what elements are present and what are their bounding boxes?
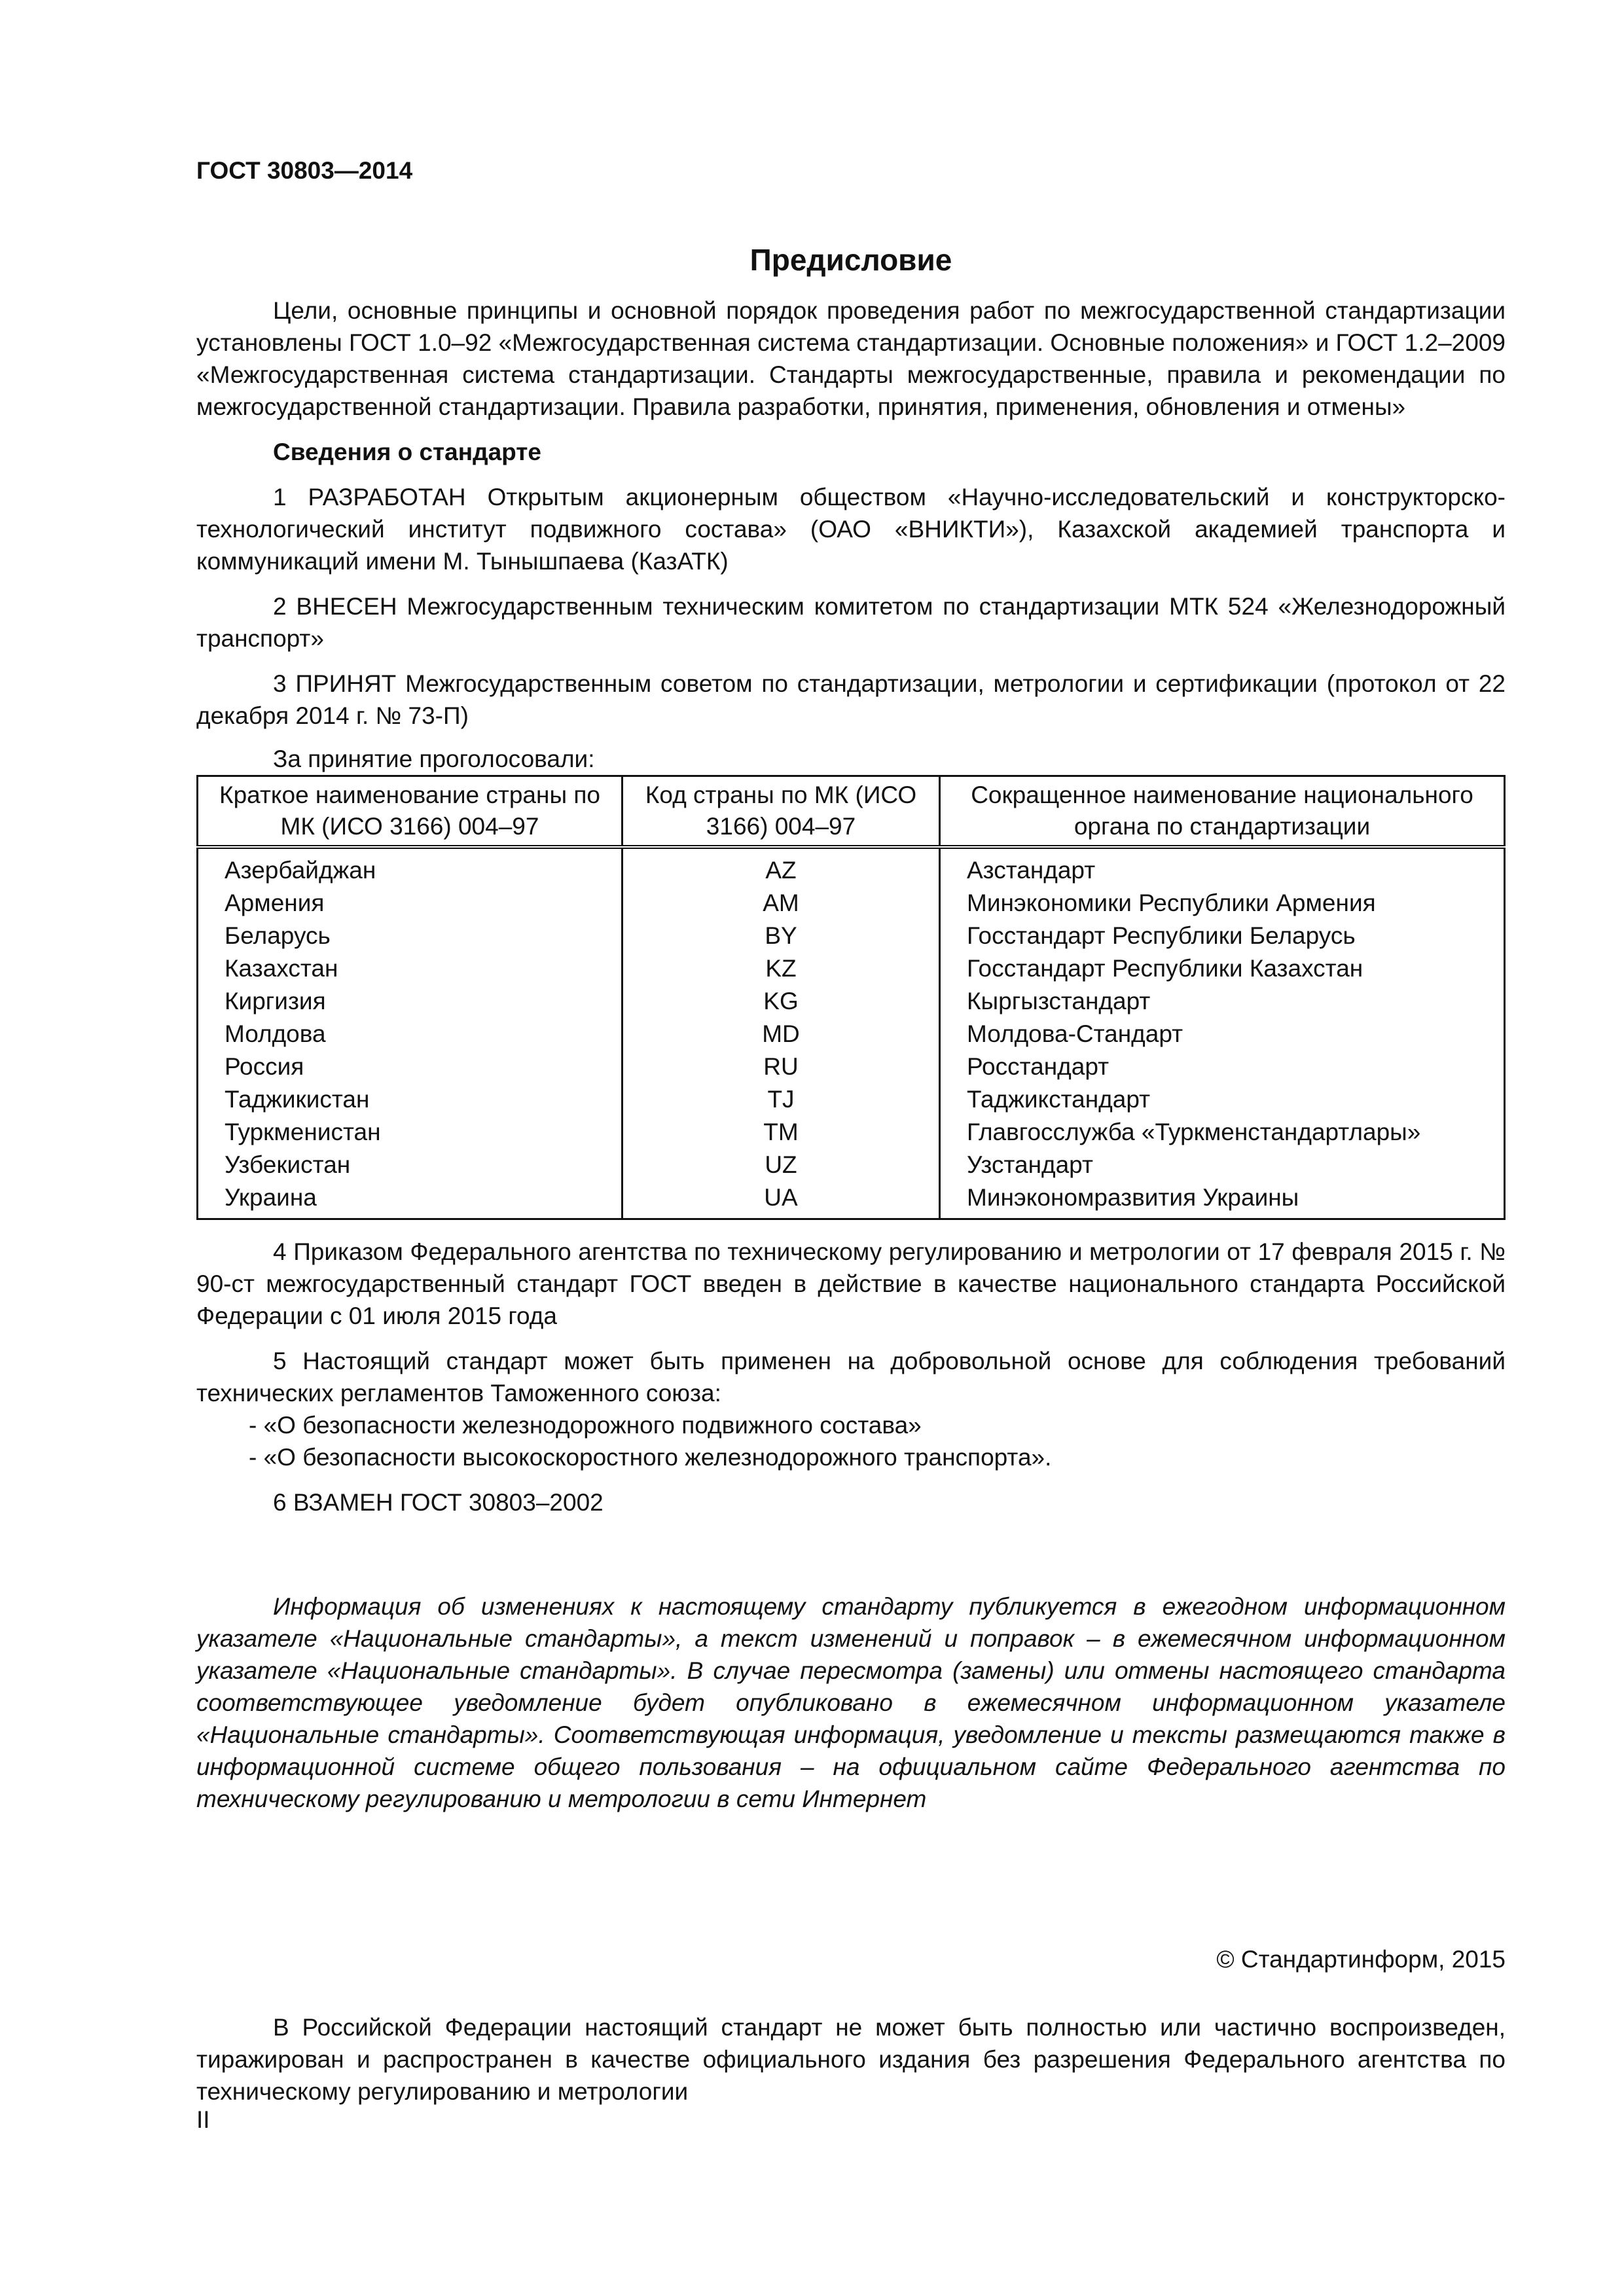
body-cell: Росстандарт xyxy=(940,1050,1505,1083)
country-cell: Россия xyxy=(198,1050,623,1083)
code-cell: UZ xyxy=(623,1149,940,1181)
body-cell: Кыргызстандарт xyxy=(940,985,1505,1018)
body-cell: Минэкономики Республики Армения xyxy=(940,887,1505,920)
table-header-row xyxy=(198,776,1505,848)
country-cell: Туркменистан xyxy=(198,1116,623,1149)
table-row xyxy=(198,952,1505,985)
table-row xyxy=(198,1149,1505,1181)
country-cell: Украина xyxy=(198,1181,623,1219)
body-cell: Узстандарт xyxy=(940,1149,1505,1181)
item-enacted: 4 Приказом Федерального агентства по техническому регулированию и метрологии от 17 февраля 2015 г. № 90-ст межгосударственный стандарт ГОСТ введен в действие в качестве национального стандарта Российской Федерации с 01 июля 2015 года xyxy=(196,1238,1506,1329)
item-submitted: 2 ВНЕСЕН Межгосударственным техническим комитетом по стандартизации МТК 524 «Железнодорожный транспорт» xyxy=(196,593,1506,652)
page-number: II xyxy=(196,2106,210,2133)
body-cell: Главгосслужба «Туркменстандартлары» xyxy=(940,1116,1505,1149)
copyright-notice: © Стандартинформ, 2015 xyxy=(1216,1946,1506,1973)
item-replaces: 6 ВЗАМЕН ГОСТ 30803–2002 xyxy=(273,1489,604,1516)
code-cell: KG xyxy=(623,985,940,1018)
body-cell: Госстандарт Республики Беларусь xyxy=(940,920,1505,952)
country-cell: Молдова xyxy=(198,1018,623,1050)
country-cell: Армения xyxy=(198,887,623,920)
table-row xyxy=(198,1181,1505,1219)
country-cell: Беларусь xyxy=(198,920,623,952)
table-row xyxy=(198,1116,1505,1149)
body-cell: Молдова-Стандарт xyxy=(940,1018,1505,1050)
table-row xyxy=(198,1050,1505,1083)
body-cell: Госстандарт Республики Казахстан xyxy=(940,952,1505,985)
table-row xyxy=(198,847,1505,887)
item-adopted: 3 ПРИНЯТ Межгосударственным советом по стандартизации, метрологии и сертификации (протокол от 22 декабря 2014 г. № 73-П) xyxy=(196,670,1506,729)
table-row xyxy=(198,1083,1505,1116)
regulation-bullet: - «О безопасности железнодорожного подвижного состава» xyxy=(249,1412,922,1439)
country-cell: Казахстан xyxy=(198,952,623,985)
country-cell: Таджикистан xyxy=(198,1083,623,1116)
body-cell: Таджикстандарт xyxy=(940,1083,1505,1116)
changes-info-paragraph: Информация об изменениях к настоящему стандарту публикуется в ежегодном информационном указателе «Национальные стандарты», а текст изменений и поправок – в ежемесячном информационном указателе «Национальные стандарты». В случае пересмотра (замены) или отмены настоящего стандарта соответствующее уведомление будет опубликовано в ежемесячном информационном указателе «Национальные стандарты». Соответствующая информация, уведомление и тексты размещаются также в информационной системе общего пользования – на официальном сайте Федерального агентства по техническому регулированию и метрологии в сети Интернет xyxy=(196,1593,1506,1812)
code-cell: RU xyxy=(623,1050,940,1083)
code-cell: UA xyxy=(623,1181,940,1219)
regulation-bullet: - «О безопасности высокоскоростного железнодорожного транспорта». xyxy=(249,1444,1052,1471)
table-row xyxy=(198,887,1505,920)
code-cell: KZ xyxy=(623,952,940,985)
code-cell: MD xyxy=(623,1018,940,1050)
document-page xyxy=(196,157,1506,2108)
reproduction-notice: В Российской Федерации настоящий стандарт не может быть полностью или частично воспроизведен, тиражирован и распространен в качестве официального издания без разрешения Федерального агентства по техническому регулированию и метрологии xyxy=(196,2014,1506,2105)
column-header-code: Код страны по МК (ИСО 3166) 004–97 xyxy=(623,776,940,848)
code-cell: BY xyxy=(623,920,940,952)
column-header-body: Сокращенное наименование национального органа по стандартизации xyxy=(940,776,1505,848)
body-cell: Азстандарт xyxy=(940,847,1505,887)
body-cell: Минэкономразвития Украины xyxy=(940,1181,1505,1219)
table-row xyxy=(198,1018,1505,1050)
code-cell: AZ xyxy=(623,847,940,887)
item-developed: 1 РАЗРАБОТАН Открытым акционерным обществом «Научно-исследовательский и конструкторско-технологический институт подвижного состава» (ОАО «ВНИКТИ»), Казахской академией транспорта и коммуникаций имени М. Тынышпаева (КазАТК) xyxy=(196,484,1506,575)
column-header-country: Краткое наименование страны по МК (ИСО 3166) 004–97 xyxy=(198,776,623,848)
country-cell: Киргизия xyxy=(198,985,623,1018)
table-row xyxy=(198,920,1505,952)
page-title: Предисловие xyxy=(749,243,952,277)
code-cell: TJ xyxy=(623,1083,940,1116)
item-application: 5 Настоящий стандарт может быть применен на добровольной основе для соблюдения требований технических регламентов Таможенного союза: xyxy=(196,1348,1506,1407)
country-cell: Узбекистан xyxy=(198,1149,623,1181)
intro-paragraph: Цели, основные принципы и основной порядок проведения работ по межгосударственной стандартизации установлены ГОСТ 1.0–92 «Межгосударственная система стандартизации. Основные положения» и ГОСТ 1.2–2009 «Межгосударственная система стандартизации. Стандарты межгосударственные, правила и рекомендации по межгосударственной стандартизации. Правила разработки, принятия, применения, обновления и отмены» xyxy=(196,297,1506,420)
document-code: ГОСТ 30803—2014 xyxy=(196,157,413,184)
voting-table xyxy=(196,775,1506,1220)
table-row xyxy=(198,985,1505,1018)
voted-label: За принятие проголосовали: xyxy=(273,745,595,772)
code-cell: AM xyxy=(623,887,940,920)
code-cell: TM xyxy=(623,1116,940,1149)
section-heading: Сведения о стандарте xyxy=(273,439,541,465)
country-cell: Азербайджан xyxy=(198,847,623,887)
